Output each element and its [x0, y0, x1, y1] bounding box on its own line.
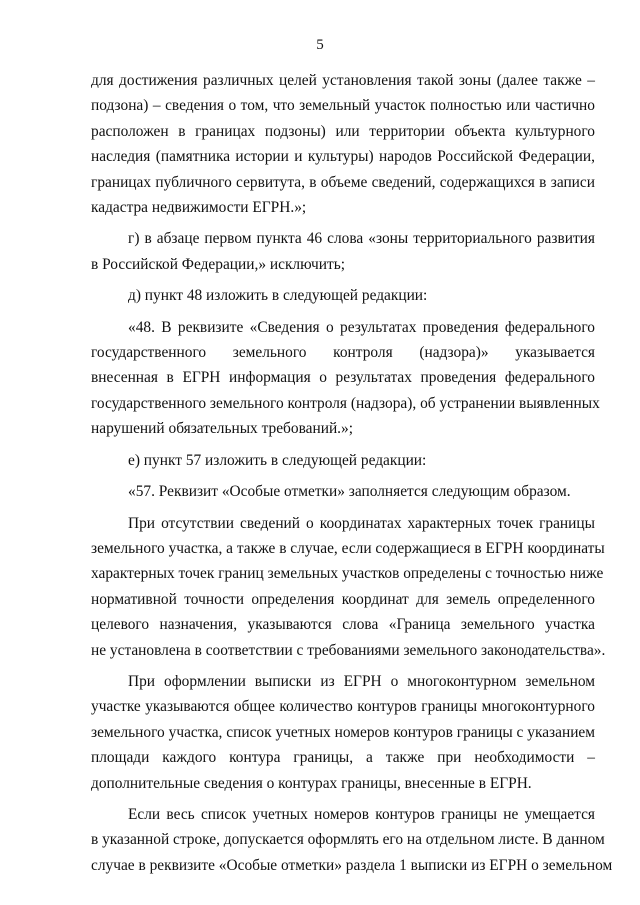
text-line: государственного земельного контроля (надзора)» указывается [91, 344, 595, 362]
page-number: 5 [316, 37, 324, 53]
text-line: Если весь список учетных номеров контуров границы не умещается [128, 805, 595, 823]
text-line: «57. Реквизит «Особые отметки» заполняется следующим образом. [128, 483, 571, 501]
paragraph [91, 669, 595, 796]
text-line: в указанной строке, допускается оформлять его на отдельном листе. В данном [91, 831, 605, 849]
text-line: площади каждого контура границы, а также при необходимости – [91, 749, 595, 767]
text-line: нарушений обязательных требований.»; [91, 420, 353, 438]
text-line: государственного земельного контроля (надзора), об устранении выявленных [91, 394, 600, 412]
text-line: «48. В реквизите «Сведения о результатах проведения федерального [128, 318, 595, 336]
paragraph [91, 226, 595, 277]
text-line: для достижения различных целей установления такой зоны (далее также – [91, 72, 595, 89]
text-line: При оформлении выписки из ЕГРН о многоконтурном земельном [128, 672, 595, 690]
text-line: подзона) – сведения о том, что земельный участок полностью или частично [91, 97, 595, 115]
text-line: внесенная в ЕГРН информация о результатах проведения федерального [91, 369, 595, 387]
text-line: границах публичного сервитута, в объеме сведений, содержащихся в записи [91, 173, 595, 191]
text-line: случае в реквизите «Особые отметки» раздела 1 выписки из ЕГРН о земельном [91, 856, 613, 874]
text-line: г) в абзаце первом пункта 46 слова «зоны территориального развития [128, 230, 595, 248]
text-line: не установлена в соответствии с требованиями земельного законодательства». [91, 641, 606, 659]
text-line: характерных точек границ земельных участков определены с точностью ниже [91, 565, 604, 583]
text-line: При отсутствии сведений о координатах характерных точек границы [128, 514, 595, 532]
text-line: расположен в границах подзоны) или территории объекта культурного [91, 122, 595, 140]
text-line: в Российской Федерации,» исключить; [91, 255, 346, 273]
text-line: дополнительные сведения о контурах границы, внесенные в ЕГРН. [91, 774, 532, 792]
text-line: наследия (памятника истории и культуры) народов Российской Федерации, [91, 148, 595, 166]
text-line: земельного участка, список учетных номеров контуров границы с указанием [91, 723, 595, 741]
paragraph [91, 448, 595, 473]
text-line: земельного участка, а также в случае, если содержащиеся в ЕГРН координаты [91, 539, 605, 557]
paragraph [91, 802, 613, 878]
text-line: е) пункт 57 изложить в следующей редакции: [128, 451, 427, 469]
paragraph [91, 283, 595, 308]
paragraph [91, 68, 595, 220]
paragraph [91, 479, 595, 504]
text-line: кадастра недвижимости ЕГРН.»; [91, 199, 307, 217]
text-line: целевого назначения, указываются слова «Граница земельного участка [91, 616, 595, 634]
paragraph [91, 511, 606, 663]
paragraph [91, 315, 600, 442]
text-line: нормативной точности определения координат для земель определенного [91, 590, 595, 608]
text-line: участке указываются общее количество контуров границы многоконтурного [91, 698, 595, 716]
document-body [91, 68, 613, 878]
text-line: д) пункт 48 изложить в следующей редакции: [128, 287, 428, 305]
